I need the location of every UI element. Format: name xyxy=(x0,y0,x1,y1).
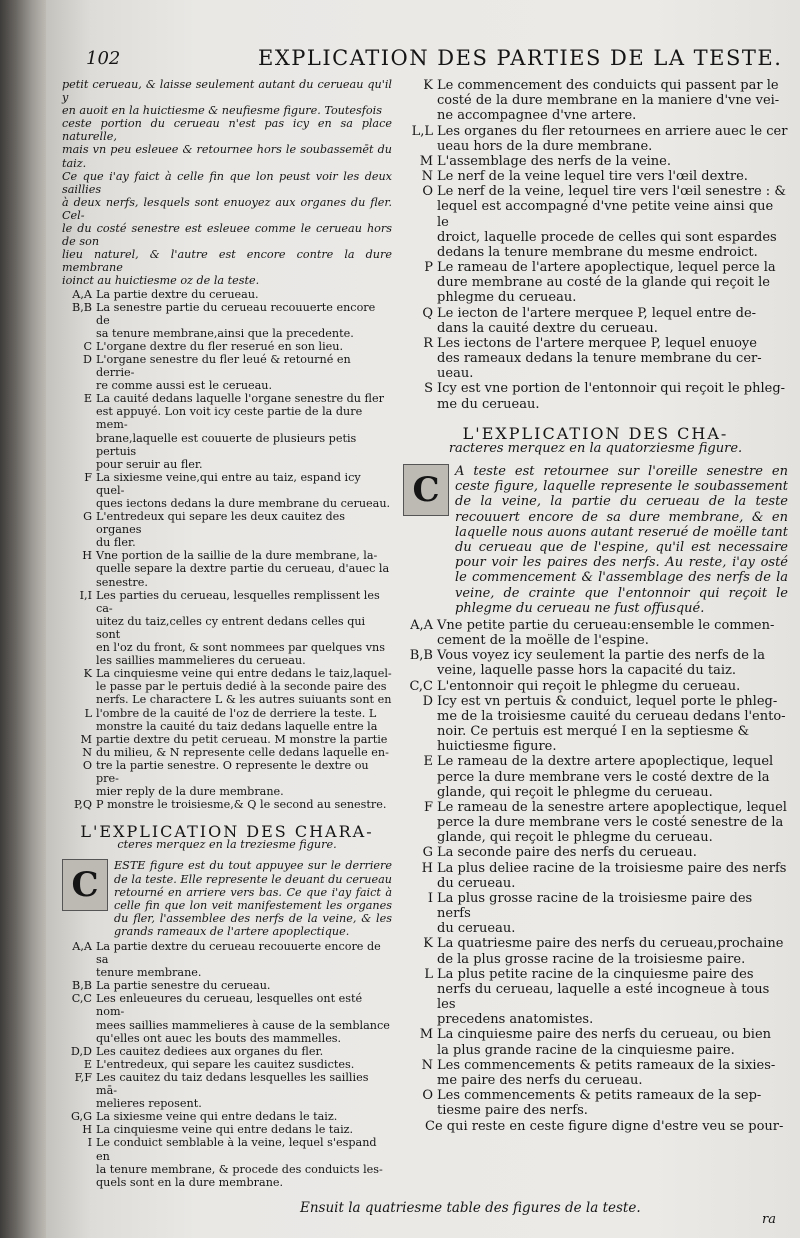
legend-label: E xyxy=(83,392,92,406)
legend-line: les saillies mammelieres du cerueau. xyxy=(96,654,306,668)
legend-line: La cinquiesme veine qui entre dedans le taiz,laquel- xyxy=(96,667,392,681)
legend-text xyxy=(437,124,788,154)
legend-label: P xyxy=(424,260,433,276)
legend-label: K xyxy=(423,936,433,952)
legend-label: C xyxy=(83,339,92,353)
legend-line: La cinquiesme veine qui entre dedans le taiz. xyxy=(96,1123,354,1137)
legend-line: Les commencements & petits rameaux de la sixies- xyxy=(437,1057,776,1073)
legend-line: brane,laquelle est couuerte de plusieurs petis pertuis xyxy=(96,431,357,458)
legend-line: pour seruir au fler. xyxy=(96,457,203,471)
right-column xyxy=(403,78,788,1134)
decorated-initial: C xyxy=(403,464,449,516)
legend-line: la plus grande racine de la cinquiesme paire. xyxy=(437,1042,735,1058)
legend-label: S xyxy=(424,381,433,397)
legend-line: noir. Ce pertuis est merqué I en la septiesme & xyxy=(437,724,750,740)
legend-line: qu'elles ont auec les bouts des mammelles. xyxy=(96,1031,342,1045)
legend-entry xyxy=(403,936,788,966)
legend-entry xyxy=(62,707,392,733)
legend-label: D xyxy=(422,693,433,709)
legend-line: La sixiesme veine,qui entre au taiz, espand icy quel- xyxy=(96,470,361,497)
legend-line: La partie senestre du cerueau. xyxy=(96,979,271,993)
legend-line: nerfs du cerueau, laquelle a esté incogneue à tous les xyxy=(437,981,770,1013)
section-title-14: L'EXPLICATION DES CHA- xyxy=(462,423,729,443)
legend-line: Les cauitez dediees aux organes du fler. xyxy=(96,1044,324,1058)
legend-line: La cauité dedans laquelle l'organe senestre du fler xyxy=(96,392,384,406)
legend-line: l'ombre de la cauité de l'oz de derriere la teste. L xyxy=(96,706,377,720)
legend-line: quels sont en la dure membrane. xyxy=(96,1175,284,1189)
legend-text xyxy=(437,618,788,648)
legend-line: quelle separe la dextre partie du cerueau, d'auec la xyxy=(96,562,390,576)
legend-text xyxy=(96,733,392,746)
legend-line: Le iecton de l'artere merquee P, lequel entre de- xyxy=(437,305,757,321)
legend-label: O xyxy=(422,184,433,200)
legend-text xyxy=(96,979,392,992)
legend-label: L xyxy=(84,706,92,720)
legend-text xyxy=(96,471,392,510)
legend-entry xyxy=(403,679,788,694)
legend-entry xyxy=(403,184,788,260)
legend-line: Les organes du fler retournees en arriere auec le cer xyxy=(437,123,788,139)
legend-label: F xyxy=(423,799,433,815)
legend-line: droict, laquelle procede de celles qui sont espardes xyxy=(437,229,777,245)
legend-line: perce la dure membrane vers le costé dextre de la xyxy=(437,769,770,785)
left-column xyxy=(62,78,392,1189)
legend-line: huictiesme figure. xyxy=(437,739,557,755)
page-header xyxy=(86,46,786,72)
section-intro-14 xyxy=(403,464,788,616)
legend-label: N xyxy=(82,745,92,759)
legend-text xyxy=(96,707,392,733)
legend-text xyxy=(96,353,392,392)
legend-entry xyxy=(403,861,788,891)
legend-entry xyxy=(403,381,788,411)
legend-line: perce la dure membrane vers le costé senestre de la xyxy=(437,815,784,831)
legend-line: nerfs. Le charactere L & les autres suiuants sont en xyxy=(96,693,392,707)
legend-label: L,L xyxy=(411,123,433,139)
legend-label: I xyxy=(87,1136,92,1150)
legend-text xyxy=(96,746,392,759)
legend-label: L xyxy=(424,966,433,982)
legend-line: L'entonnoir qui reçoit le phlegme du cerueau. xyxy=(437,678,741,694)
legend-entry xyxy=(403,967,788,1028)
closing-line: Ce qui reste en ceste figure digne d'estre veu se pour- xyxy=(425,1118,784,1134)
legend-text xyxy=(96,288,392,301)
legend-line: L'entredeux, qui separe les cauitez susdictes. xyxy=(96,1057,355,1071)
legend-label: H xyxy=(82,1123,92,1137)
legend-entry xyxy=(62,667,392,706)
legend-label: I,I xyxy=(79,588,92,602)
legend-entry xyxy=(403,694,788,755)
legend-line: La plus petite racine de la cinquiesme paire des xyxy=(437,966,754,982)
legend-entry xyxy=(403,845,788,860)
legend-entry xyxy=(62,1136,392,1188)
legend-line: sa tenure membrane,ainsi que la precedente. xyxy=(96,326,354,340)
legend-line: tre la partie senestre. O represente le dextre ou pre- xyxy=(96,758,369,785)
legend-line: La partie dextre du cerueau. xyxy=(96,287,259,301)
legend-text xyxy=(437,845,788,860)
legend-label: Q xyxy=(422,305,433,321)
legend-text xyxy=(437,648,788,678)
legend-entry xyxy=(62,353,392,392)
legend-line: La sixiesme veine qui entre dedans le taiz. xyxy=(96,1110,338,1124)
legend-text xyxy=(437,1058,788,1088)
legend-text xyxy=(96,510,392,549)
legend-line: Le nerf de la veine, lequel tire vers l'œil senestre : & xyxy=(437,184,786,200)
legend-text xyxy=(437,936,788,966)
legend-text xyxy=(437,1088,788,1118)
legend-entry xyxy=(62,392,392,471)
legend-text xyxy=(437,891,788,937)
legend-line: Le conduict semblable à la veine, lequel s'espand en xyxy=(96,1136,377,1163)
legend-line: Les parties du cerueau, lesquelles remplissent les ca- xyxy=(96,588,380,615)
legend-line: veine, laquelle passe hors la capacité du taiz. xyxy=(437,663,736,679)
legend-entry xyxy=(403,754,788,800)
legend-line: L'organe dextre du fler reserué en son lieu. xyxy=(96,339,344,353)
legend-label: M xyxy=(419,1027,433,1043)
legend-entry xyxy=(62,301,392,340)
legend-text xyxy=(437,184,788,260)
legend-label: E xyxy=(83,1057,92,1071)
legend-line: tenure membrane. xyxy=(96,966,202,980)
legend-line: Le rameau de la dextre artere apoplectique, lequel xyxy=(437,754,774,770)
legend-entry xyxy=(403,1058,788,1088)
legend-line: Le nerf de la veine lequel tire vers l'œil dextre. xyxy=(437,169,748,185)
legend-label: K xyxy=(83,667,92,681)
legend-line: dure membrane au costé de la glande qui reçoit le xyxy=(437,275,770,291)
legend-text xyxy=(437,306,788,336)
legend-line: Les enleueures du cerueau, lesquelles ont esté nom- xyxy=(96,992,363,1019)
legend-text xyxy=(437,260,788,306)
legend-line: P monstre le troisiesme,& Q le second au senestre. xyxy=(96,798,387,812)
legend-text xyxy=(437,694,788,755)
legend-entry xyxy=(62,746,392,759)
legend-text xyxy=(437,754,788,800)
legend-line: du milieu, & N represente celle dedans laquelle en- xyxy=(96,745,389,759)
legend-entry xyxy=(403,1027,788,1057)
intro-line: ceste portion du cerueau n'est pas icy en sa place naturelle, xyxy=(62,117,392,144)
legend-entry xyxy=(62,288,392,301)
legend-entry xyxy=(62,549,392,588)
legend-text xyxy=(96,301,392,340)
intro-line: petit cerueau, & laisse seulement autant du cerueau qu'il y xyxy=(62,78,392,105)
running-title: EXPLICATION DES PARTIES DE LA TESTE. xyxy=(258,46,783,70)
intro-line: en auoit en la huictiesme & neufiesme figure. Toutesfois xyxy=(62,104,382,118)
legend-text xyxy=(437,861,788,891)
legend-line: mier reply de la dure membrane. xyxy=(96,785,284,799)
legend-label: F xyxy=(84,470,92,484)
legend-text xyxy=(437,336,788,382)
catchword: ra xyxy=(762,1212,776,1227)
legend-label: P,Q xyxy=(74,798,92,812)
legend-line: dans la cauité dextre du cerueau. xyxy=(437,320,658,336)
legend-label: N xyxy=(421,1057,433,1073)
legend-line: ne accompagnee d'vne artere. xyxy=(437,108,637,124)
legend-line: Vne petite partie du cerueau:ensemble le commen- xyxy=(437,617,775,633)
legend-entry xyxy=(62,759,392,798)
legend-line: Les cauitez du taiz dedans lesquelles les saillies mā- xyxy=(96,1070,369,1098)
legend-label: R xyxy=(423,335,433,351)
legend-label: B,B xyxy=(409,648,433,664)
legend-line: me paire des nerfs du cerueau. xyxy=(437,1073,643,1088)
legend-entry xyxy=(403,336,788,382)
legend-label: G xyxy=(83,510,92,524)
figure13-legend xyxy=(62,940,392,1189)
legend-text xyxy=(96,1071,392,1110)
legend-entry xyxy=(403,891,788,937)
legend-label: C,C xyxy=(71,992,92,1006)
section-title-13: L'EXPLICATION DES CHARA- xyxy=(80,822,374,842)
legend-line: Le rameau de l'artere apoplectique, lequel perce la xyxy=(437,260,776,276)
legend-entry xyxy=(62,992,392,1044)
legend-line: L'assemblage des nerfs de la veine. xyxy=(437,153,671,169)
legend-entry xyxy=(62,471,392,510)
continued-intro xyxy=(62,78,392,288)
legend-line: costé de la dure membrane en la maniere d'vne vei- xyxy=(437,93,780,109)
legend-label: A,A xyxy=(410,617,433,633)
legend-line: ueau hors de la dure membrane. xyxy=(437,138,653,154)
legend-text xyxy=(96,667,392,706)
legend-line: le passe par le pertuis dedié à la seconde paire des xyxy=(96,680,387,694)
legend-text xyxy=(96,1045,392,1058)
legend-line: me du cerueau. xyxy=(437,396,540,412)
legend-text xyxy=(96,940,392,979)
legend-line: uitez du taiz,celles cy entrent dedans celles qui sont xyxy=(96,614,366,641)
legend-text xyxy=(96,1110,392,1123)
legend-label: D xyxy=(83,352,92,366)
intro-line: lieu naturel, & l'autre est encore contre la dure membrane xyxy=(62,248,392,275)
legend-text xyxy=(437,800,788,846)
legend-line: cement de la moëlle de l'espine. xyxy=(437,633,649,649)
legend-line: me de la troisiesme cauité du cerueau dedans l'ento- xyxy=(437,708,786,724)
legend-entry xyxy=(403,260,788,306)
legend-text xyxy=(96,392,392,471)
legend-text xyxy=(96,798,392,811)
legend-entry xyxy=(62,510,392,549)
legend-label: B,B xyxy=(72,979,92,993)
decorated-initial: C xyxy=(62,859,108,911)
legend-text xyxy=(437,679,788,694)
section-subtitle-13: cteres merquez en la treziesme figure. xyxy=(117,838,337,852)
legend-label: A,A xyxy=(72,287,92,301)
legend-line: La seconde paire des nerfs du cerueau. xyxy=(437,845,697,861)
legend-line: La senestre partie du cerueau recouuerte encore de xyxy=(96,300,376,327)
legend-line: Icy est vn pertuis & conduict, lequel porte le phleg- xyxy=(437,693,778,709)
legend-label: M xyxy=(419,153,433,169)
legend-line: lequel est accompagné d'vne petite veine ainsi que le xyxy=(437,199,774,230)
legend-line: Le commencement des conduicts qui passent par le xyxy=(437,78,779,93)
legend-text xyxy=(96,759,392,798)
legend-entry xyxy=(403,306,788,336)
legend-line: ueau. xyxy=(437,366,474,382)
legend-label: C,C xyxy=(409,678,433,694)
legend-line: des rameaux dedans la tenure membrane du cer- xyxy=(437,351,762,367)
legend-entry xyxy=(62,979,392,992)
legend-text xyxy=(96,1136,392,1188)
legend-label: N xyxy=(421,169,433,185)
legend-line: partie dextre du petit cerueau. M monstre la partie xyxy=(96,732,388,746)
legend-entry xyxy=(62,1110,392,1123)
legend-line: precedens anatomistes. xyxy=(437,1012,594,1028)
legend-text xyxy=(437,1027,788,1057)
legend-label: I xyxy=(427,890,433,906)
legend-line: est appuyé. Lon voit icy ceste partie de la dure mem- xyxy=(96,405,363,432)
legend-line: melieres reposent. xyxy=(96,1097,202,1111)
legend-line: Vne portion de la saillie de la dure membrane, la- xyxy=(96,549,378,563)
legend-label: G xyxy=(422,845,433,861)
legend-text xyxy=(437,967,788,1028)
intro-line: ioinct au huictiesme oz de la teste. xyxy=(62,274,260,288)
legend-label: G,G xyxy=(70,1110,92,1124)
figure12-legend xyxy=(62,288,392,812)
legend-label: M xyxy=(80,732,92,746)
legend-entry xyxy=(62,733,392,746)
legend-line: La plus deliee racine de la troisiesme paire des nerfs xyxy=(437,860,787,876)
legend-line: du cerueau. xyxy=(437,921,516,937)
legend-entry xyxy=(62,940,392,979)
legend-line: de la plus grosse racine de la troisiesme paire. xyxy=(437,951,746,967)
legend-entry xyxy=(62,1045,392,1058)
legend-entry xyxy=(62,589,392,668)
legend-entry xyxy=(403,169,788,184)
legend-label: O xyxy=(422,1088,433,1104)
legend-entry xyxy=(62,1123,392,1136)
intro-paragraph: ESTE figure est du tout appuyee sur le derriere de la teste. Elle represente le deuant du cerueau retourné en arriere vers bas. Ce que i'ay faict à celle fin que lon veit manifestement les organes du fler, l'assemblee des nerfs de la veine, & les grands rameaux de l'artere apoplectique. xyxy=(114,859,392,938)
legend-entry xyxy=(403,618,788,648)
legend-text xyxy=(96,992,392,1044)
legend-line: phlegme du cerueau. xyxy=(437,290,577,306)
legend-label: F,F xyxy=(74,1070,92,1084)
legend-entry xyxy=(403,154,788,169)
legend-text xyxy=(437,381,788,411)
legend-line: du cerueau. xyxy=(437,875,516,891)
section-intro-13 xyxy=(62,859,392,938)
legend-text xyxy=(96,1058,392,1071)
legend-label: B,B xyxy=(72,300,92,314)
legend-text xyxy=(96,1123,392,1136)
legend-line: La cinquiesme paire des nerfs du cerueau, ou bien xyxy=(437,1027,772,1043)
legend-line: Les iectons de l'artere merquee P, lequel enuoye xyxy=(437,335,757,351)
legend-line: Icy est vne portion de l'entonnoir qui reçoit le phleg- xyxy=(437,381,786,397)
legend-label: E xyxy=(423,754,433,770)
legend-label: K xyxy=(423,78,433,93)
legend-text xyxy=(437,78,788,124)
book-spine-shadow xyxy=(0,0,46,1238)
legend-line: glande, qui reçoit le phlegme du cerueau. xyxy=(437,784,713,800)
legend-label: H xyxy=(421,860,433,876)
legend-line: du fler. xyxy=(96,536,136,550)
legend-line: Vous voyez icy seulement la partie des nerfs de la xyxy=(437,648,765,664)
legend-line: en l'oz du front, & sont nommees par quelques vns xyxy=(96,641,385,655)
legend-line: senestre. xyxy=(96,575,148,589)
legend-entry xyxy=(403,78,788,124)
legend-entry xyxy=(403,648,788,678)
legend-entry xyxy=(62,798,392,811)
legend-text xyxy=(437,169,788,184)
legend-line: La quatriesme paire des nerfs du cerueau,prochaine xyxy=(437,936,784,952)
legend-line: La partie dextre du cerueau recouuerte encore de sa xyxy=(96,940,381,967)
legend-label: O xyxy=(82,758,92,772)
legend-entry xyxy=(62,1058,392,1071)
intro-line: le du costé senestre est esleuee comme le cerueau hors de son xyxy=(62,222,392,249)
legend-entry xyxy=(403,124,788,154)
legend-entry xyxy=(62,1071,392,1110)
intro-line: à deux nerfs, lesquels sont enuoyez aux organes du fler. Cel- xyxy=(62,195,392,222)
legend-line: la tenure membrane, & procede des conduicts les- xyxy=(96,1162,383,1176)
legend-entry xyxy=(403,1088,788,1118)
legend-text xyxy=(437,154,788,169)
legend-line: tiesme paire des nerfs. xyxy=(437,1103,588,1119)
legend-line: re comme aussi est le cerueau. xyxy=(96,379,273,393)
legend-line: Le rameau de la senestre artere apoplectique, lequel xyxy=(437,799,787,815)
figure14-legend xyxy=(403,618,788,1119)
intro-line: mais vn peu esleuee & retournee hors le soubassemēt du taiz. xyxy=(62,143,392,170)
legend-line: mees saillies mammelieres à cause de la semblance xyxy=(96,1018,390,1032)
intro-line: Ce que i'ay faict à celle fin que lon peust voir les deux saillies xyxy=(62,169,392,196)
legend-line: L'organe senestre du fler leué & retourné en derrie- xyxy=(96,352,351,380)
section-subtitle-14: racteres merquez en la quatorziesme figure. xyxy=(448,440,743,456)
legend-text xyxy=(96,589,392,668)
figure13-legend-cont xyxy=(403,78,788,412)
page-number: 102 xyxy=(86,48,121,69)
legend-text xyxy=(96,549,392,588)
legend-line: dedans la tenure membrane du mesme endroict. xyxy=(437,244,758,260)
legend-line: Les commencements & petits rameaux de la sep- xyxy=(437,1088,762,1104)
legend-line: La plus grosse racine de la troisiesme paire des nerfs xyxy=(437,890,753,922)
footer-note: Ensuit la quatriesme table des figures de la teste. xyxy=(300,1200,641,1216)
legend-line: glande, qui reçoit le phlegme du cerueau. xyxy=(437,830,713,846)
legend-line: ques iectons dedans la dure membrane du cerueau. xyxy=(96,497,391,510)
legend-label: H xyxy=(82,549,92,563)
intro-paragraph: A teste est retournee sur l'oreille senestre en ceste figure, laquelle represente le soubassement de la veine, la partie du cerueau de la teste recouuert encore de sa dure membrane, & en laquelle nous auons autant reserué de moëlle tant du cerueau que de l'espine, qu'il est necessaire pour voir les paires des nerfs. Au reste, i'ay osté le commencement & l'assemblage des nerfs de la veine, de crainte que l'entonnoir qui reçoit le phlegme du cerueau ne fust offusqué. xyxy=(455,464,788,616)
legend-label: A,A xyxy=(72,940,92,953)
legend-text xyxy=(96,340,392,353)
legend-line: L'entredeux qui separe les deux cauitez des organes xyxy=(96,510,346,537)
legend-label: D,D xyxy=(70,1044,92,1058)
legend-entry xyxy=(62,340,392,353)
legend-entry xyxy=(403,800,788,846)
legend-line: monstre la cauité du taiz dedans laquelle entre la xyxy=(96,719,378,733)
